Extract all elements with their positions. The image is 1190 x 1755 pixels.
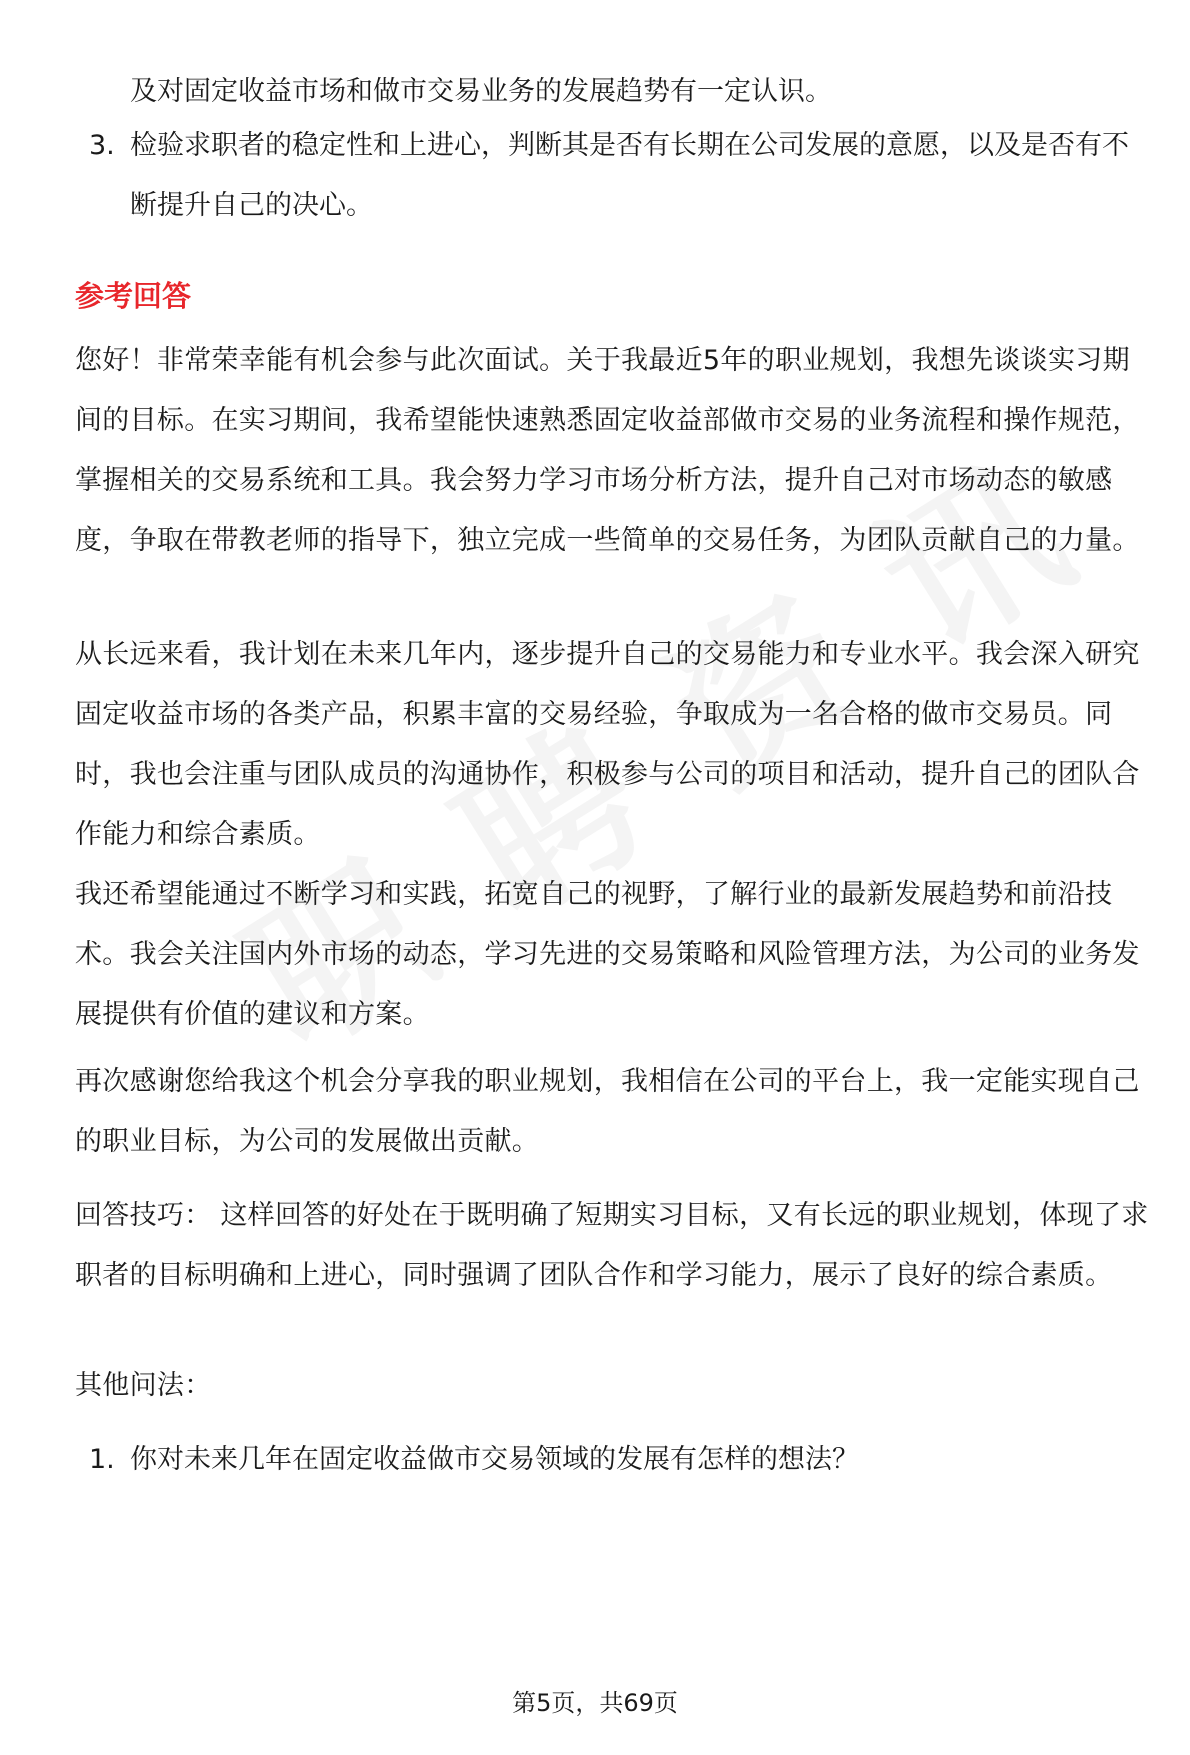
list-number: 3. (89, 130, 115, 161)
paragraph-thanks: 再次感谢您给我这个机会分享我的职业规划，我相信在公司的平台上，我一定能实现自己的职业目标，为公司的发展做出贡献。 (75, 1066, 1140, 1157)
paragraph-intro: 您好！非常荣幸能有机会参与此次面试。关于我最近5年的职业规划，我想先谈谈实习期间的目标。在实习期间，我希望能快速熟悉固定收益部做市交易的业务流程和操作规范，掌握相关的交易系统和工具。我会努力学习市场分析方法，提升自己对市场动态的敏感度，争取在带教老师的指导下，独立完成一些简单的交易任务，为团队贡献自己的力量。 (75, 345, 1140, 556)
list-item-text: 你对未来几年在固定收益做市交易领域的发展有怎样的想法？ (130, 1444, 859, 1475)
page-footer: 第5页，共69页 (512, 1689, 678, 1717)
paragraph-tips: 回答技巧： 这样回答的好处在于既明确了短期实习目标，又有长远的职业规划，体现了求职者的目标明确和上进心，同时强调了团队合作和学习能力，展示了良好的综合素质。 (75, 1200, 1149, 1291)
list-number: 1. (89, 1444, 115, 1475)
paragraph-other-questions-label: 其他问法： (75, 1370, 212, 1401)
list-item-continuation (75, 62, 1155, 122)
other-question-1 (75, 1430, 1155, 1490)
paragraph-long-term: 从长远来看，我计划在未来几年内，逐步提升自己的交易能力和专业水平。我会深入研究固定收益市场的各类产品，积累丰富的交易经验，争取成为一名合格的做市交易员。同时，我也会注重与团队成员的沟通协作，积极参与公司的项目和活动，提升自己的团队合作能力和综合素质。 (75, 639, 1140, 850)
list-item-text: 检验求职者的稳定性和上进心，判断其是否有长期在公司发展的意愿，以及是否有不断提升自己的决心。 (130, 130, 1129, 221)
paragraph-learning: 我还希望能通过不断学习和实践，拓宽自己的视野，了解行业的最新发展趋势和前沿技术。我会关注国内外市场的动态，学习先进的交易策略和风险管理方法，为公司的业务发展提供有价值的建议和方案。 (75, 879, 1140, 1030)
section-heading: 参考回答 (75, 279, 192, 313)
list-item-text: 及对固定收益市场和做市交易业务的发展趋势有一定认识。 (130, 76, 832, 107)
list-item-3 (75, 116, 1155, 236)
